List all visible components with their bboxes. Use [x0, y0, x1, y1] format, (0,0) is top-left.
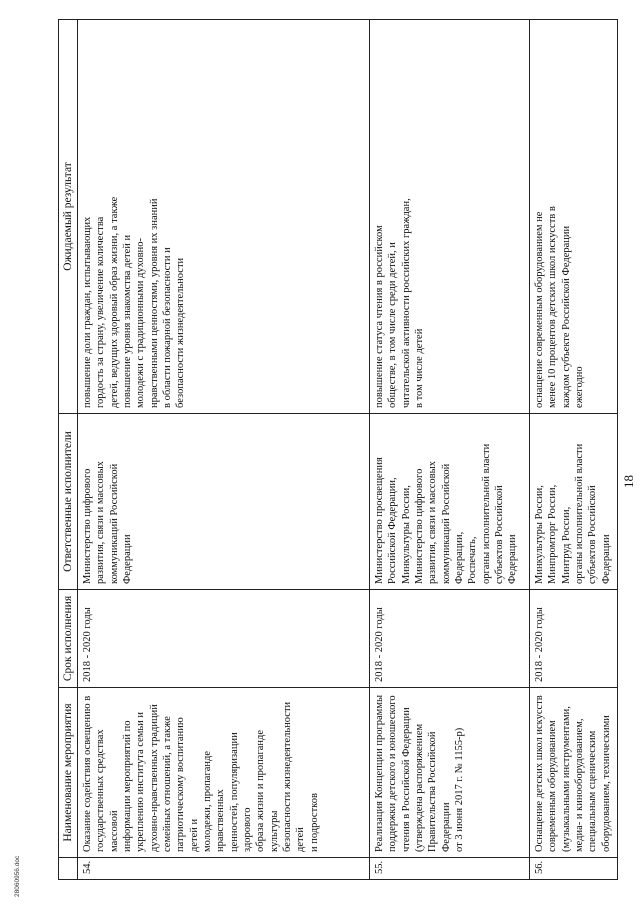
row-number: 56. [530, 858, 618, 880]
rotated-page-content [58, 20, 618, 880]
header-name: Наименование мероприятия [59, 688, 78, 858]
row-action-name: Реализация Концепции программы поддержки детского и юношеского чтения в Российской Федерации (утверждена распоряжением Правительства Российской Федерации от 3 июня 2017 г. № 1155-р) [370, 688, 530, 858]
action-plan-table [58, 19, 618, 880]
table-header-row [59, 20, 78, 880]
header-result: Ожидаемый результат [59, 20, 78, 414]
header-executors: Ответственные исполнители [59, 414, 78, 590]
row-executors: Минкультуры России, Минпромторг России, Минтруд России, органы исполнительной власти субъектов Российской Федерации [530, 414, 618, 590]
row-result: повышение доли граждан, испытывающих гордость за страну, увеличение количества детей, ведущих здоровый образ жизни, а также повышение уровня знакомства детей и молодежи с традиционными духовно- нравственными ценностями, уровня их знаний в области пожарной безопасности и безопасности жизнедеятельности [78, 20, 370, 414]
row-number: 54. [78, 858, 370, 880]
header-number [59, 858, 78, 880]
row-term: 2018 - 2020 годы [370, 590, 530, 688]
page-number: 18 [621, 475, 636, 488]
row-term: 2018 - 2020 годы [530, 590, 618, 688]
row-action-name: Оказание содействия освещению в государственных средствах массовой информации мероприятий по укреплению института семьи и духовно-нравственных традиций семейных отношений, а также патриотическому воспитанию детей и молодежи, пропаганде нравственных ценностей, популяризации здорового образа жизни и пропаганде культуры безопасности жизнедеятельности детей и подростков [78, 688, 370, 858]
footer-document-code: 28060956.doc [14, 855, 21, 897]
row-executors: Министерство цифрового развития, связи и массовых коммуникаций Российской Федерации [78, 414, 370, 590]
row-term: 2018 - 2020 годы [78, 590, 370, 688]
row-action-name: Оснащение детских школ искусств современным оборудованием (музыкальными инструментами, медиа- и кинооборудованием, специальным сценическим оборудованием, техническими [530, 688, 618, 858]
table-row [530, 20, 618, 880]
table-row [370, 20, 530, 880]
row-number: 55. [370, 858, 530, 880]
row-result: повышение статуса чтения в российском обществе, в том числе среди детей, и читательской активности российских граждан, в том числе детей [370, 20, 530, 414]
row-executors: Министерство просвещения Российской Федерации, Минкультуры России, Министерство цифрового развития, связи и массовых коммуникаций Российской Федерации, Роспечать, органы исполнительной власти субъектов Российской Федерации [370, 414, 530, 590]
row-result: оснащение современным оборудованием не менее 10 процентов детских школ искусств в каждом субъекте Российской Федерации ежегодно [530, 20, 618, 414]
table-row [78, 20, 370, 880]
header-term: Срок исполнения [59, 590, 78, 688]
